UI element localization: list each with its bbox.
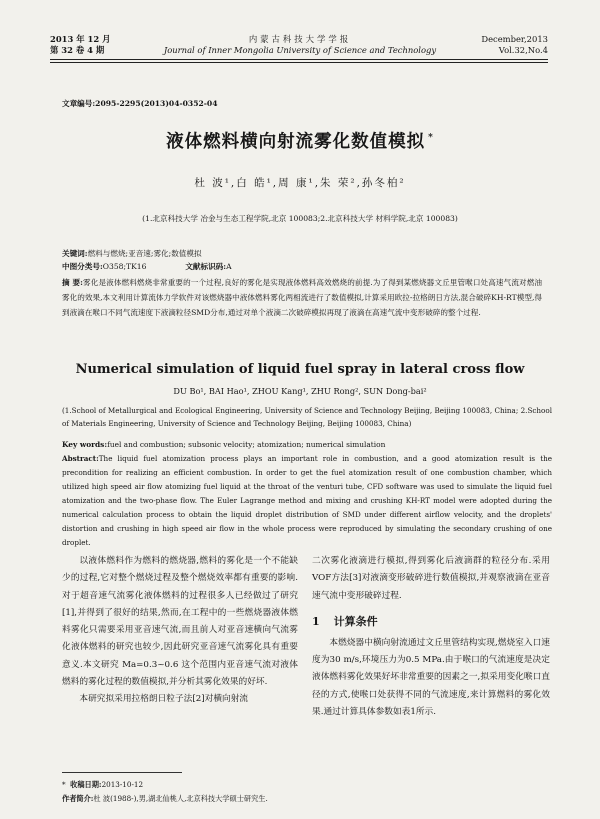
journal-name	[150, 34, 450, 56]
doc-code-value: A	[226, 262, 232, 271]
header-date-en: December,2013	[481, 34, 548, 44]
footnote-author-text: 杜 波(1988-),男,湖北仙桃人,北京科技大学硕士研究生.	[93, 794, 268, 803]
body-column-left	[62, 553, 298, 709]
keywords-en	[62, 439, 552, 451]
title-footnote-mark: *	[428, 133, 434, 144]
body-paragraph: 二次雾化液滴进行模拟,得到雾化后液滴群的粒径分布.采用VOF方法[3]对液滴变形破碎进行数值模拟,并观察液滴在亚音速气流中变形破碎过程.	[312, 556, 550, 601]
abstract-cn-text: 雾化是液体燃料燃烧非常重要的一个过程,良好的雾化是实现液体燃料高效燃烧的前提.为了得到某燃烧器文丘里管喉口处高速气流对燃油雾化的效果,本文利用计算流体力学软件对该燃烧器中液体燃料雾化两相流进行了数值模拟,计算采用欧拉-拉格朗日方法,混合破碎KH-RT模型,得到液滴在喉口不同气流速度下液滴粒径SMD分布,通过对单个液滴二次破碎模拟再现了液滴在高速气流中变形破碎的整个过程.	[62, 278, 543, 317]
journal-date-issue-en	[481, 34, 548, 56]
clc-value: O358;TK16	[102, 262, 147, 271]
footnote-author-label: 作者简介:	[62, 794, 94, 803]
header-rule-thin	[50, 62, 548, 63]
body-paragraph: 本燃烧器中横向射流通过文丘里管结构实现,燃烧室入口速度为30 m/s,环境压力为0.5 MPa.由于喉口的气流速度是决定液体燃料雾化效果好坏非常重要的因素之一,拟采用变化喉口直径的方式,使喉口处获得不同的气流速度,来计算燃料的雾化效果.通过计算具体参数如表1所示.	[312, 637, 550, 718]
keywords-en-text: fuel and combustion; subsonic velocity; atomization; numerical simulation	[107, 440, 386, 449]
footnote-mark: *	[62, 780, 71, 789]
journal-name-cn: 内蒙古科技大学学报	[248, 34, 352, 44]
article-number: 文章编号:2095-2295(2013)04-0352-04	[62, 99, 218, 108]
footnote-received	[62, 778, 143, 791]
classification-line	[62, 261, 232, 273]
abstract-en-text: The liquid fuel atomization process plays an important role in combustion, and a good atomization result is the precondition for realizing an efficient combustion. In order to get the fuel atomization result of one combustion chamber, which utilized high speed air flow atomizing fuel liquid at the throat of the venturi tube, CFD software was used to simulate the liquid fuel atomization and the two-phase flow. The Euler Lagrange method and mixing and crushing KH-RT model were adopted during the numerical calculation process to obtain the liquid droplet distribution of SMD under different airflow velocity, and the droplets' distortion and crushing in high speed air flow in the whole process were reproduced by simulating the secondary crushing of one droplet.	[62, 454, 552, 547]
keywords-cn	[62, 248, 202, 260]
abstract-en-label: Abstract:	[62, 454, 99, 463]
body-paragraph: 本研究拟采用拉格朗日粒子法[2]对横向射流	[79, 694, 249, 705]
section-heading	[312, 614, 550, 630]
abstract-cn	[62, 275, 542, 320]
authors-en: DU Bo¹, BAI Hao¹, ZHOU Kang¹, ZHU Rong², SUN Dong-bai²	[173, 386, 427, 396]
keywords-en-label: Key words:	[62, 440, 108, 449]
body-column-right	[312, 553, 550, 721]
header-rule	[50, 59, 548, 60]
affiliation-en: (1.School of Metallurgical and Ecological Engineering, University of Science and Technology Beijing, Beijing 100083, China; 2.School of Materials Engineering, University of Science and Technology Beijing, Beijing 100083, China)	[62, 406, 552, 428]
clc-label: 中图分类号:	[62, 262, 103, 271]
abstract-cn-label: 摘 要:	[62, 278, 83, 287]
paper-title-cn	[40, 128, 560, 153]
body-paragraph: 以液体燃料作为燃料的燃烧器,燃料的雾化是一个不能缺少的过程,它对整个燃烧过程及整个燃烧效率都有重要的影响.对于超音速气流雾化液体燃料的过程很多人已经做过了研究[1],并得到了很好的结果,然而,在工程中的一些燃烧器液体燃料雾化只需要采用亚音速气流,而且前人对亚音速横向气流雾化液体燃料的研究也较少,因此研究亚音速气流雾化具有重要意义.本文研究 Ma=0.3~0.6 这个范围内亚音速气流对液体燃料的雾化过程的数值模拟,并分析其雾化效果的好坏.	[62, 556, 298, 688]
footnote-rule	[62, 772, 182, 773]
keywords-cn-text: 燃料与燃烧;亚音速;雾化;数值模拟	[87, 249, 202, 258]
section-number: 1	[312, 614, 320, 628]
header-volume: 第 32 卷 4 期	[50, 45, 105, 55]
journal-date-issue	[50, 34, 110, 56]
section-title: 计算条件	[333, 614, 378, 628]
paper-title-cn-text: 液体燃料横向射流雾化数值模拟	[166, 132, 426, 152]
authors-cn: 杜 波¹,白 皓¹,周 康¹,朱 荣²,孙冬柏²	[194, 177, 406, 189]
header-volume-en: Vol.32,No.4	[498, 45, 548, 55]
abstract-en	[62, 452, 552, 550]
footnote-received-date: 2013-10-12	[101, 780, 144, 789]
footnote-author	[62, 792, 268, 805]
header-date: 2013 年 12 月	[50, 34, 111, 44]
affiliation-cn: (1.北京科技大学 冶金与生态工程学院,北京 100083;2.北京科技大学 材料学院,北京 100083)	[142, 214, 458, 223]
journal-name-en: Journal of Inner Mongolia University of Science and Technology	[163, 45, 437, 55]
keywords-cn-label: 关键词:	[62, 249, 88, 258]
paper-title-en: Numerical simulation of liquid fuel spray in lateral cross flow	[75, 362, 525, 377]
footnote-received-label: 收稿日期:	[70, 780, 102, 789]
doc-code-label: 文献标识码:	[185, 262, 227, 271]
